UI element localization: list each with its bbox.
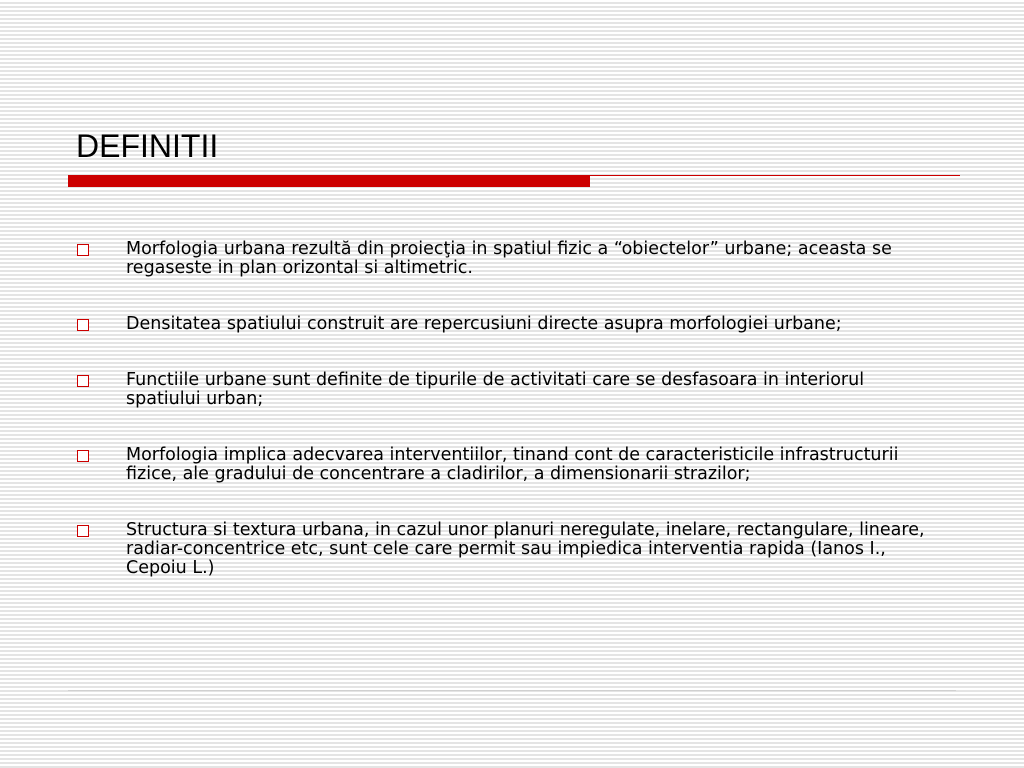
square-bullet-icon: [77, 319, 89, 331]
bullet-text: Morfologia urbana rezultă din proiecţia in spatiul fizic a “obiectelor” urbane; aceasta se regaseste in plan orizontal si altimetric.: [126, 239, 892, 278]
square-bullet-icon: [77, 525, 89, 537]
bullet-text: Structura si textura urbana, in cazul unor planuri neregulate, inelare, rectangulare, lineare, radiar-concentrice etc, sunt cele care permit sau impiedica interventia rapida (Ianos I., Cepoiu L.): [126, 520, 925, 578]
list-item: [76, 521, 936, 578]
bullet-text: Densitatea spatiului construit are repercusiuni directe asupra morfologiei urbane;: [126, 314, 842, 334]
list-item: [76, 446, 936, 484]
slide-title: DEFINITII: [76, 128, 219, 164]
list-item: [76, 240, 936, 278]
square-bullet-icon: [77, 244, 89, 256]
title-underline-line: [590, 175, 960, 176]
list-item: [76, 371, 936, 409]
footer-divider: [68, 690, 956, 691]
title-underline-bar: [68, 175, 590, 187]
square-bullet-icon: [77, 450, 89, 462]
list-item: [76, 315, 936, 334]
bullet-list: [76, 240, 936, 615]
bullet-text: Morfologia implica adecvarea interventiilor, tinand cont de caracteristicile infrastructurii fizice, ale gradului de concentrare a cladirilor, a dimensionarii strazilor;: [126, 445, 899, 484]
square-bullet-icon: [77, 375, 89, 387]
bullet-text: Functiile urbane sunt definite de tipurile de activitati care se desfasoara in interiorul spatiului urban;: [126, 370, 865, 409]
